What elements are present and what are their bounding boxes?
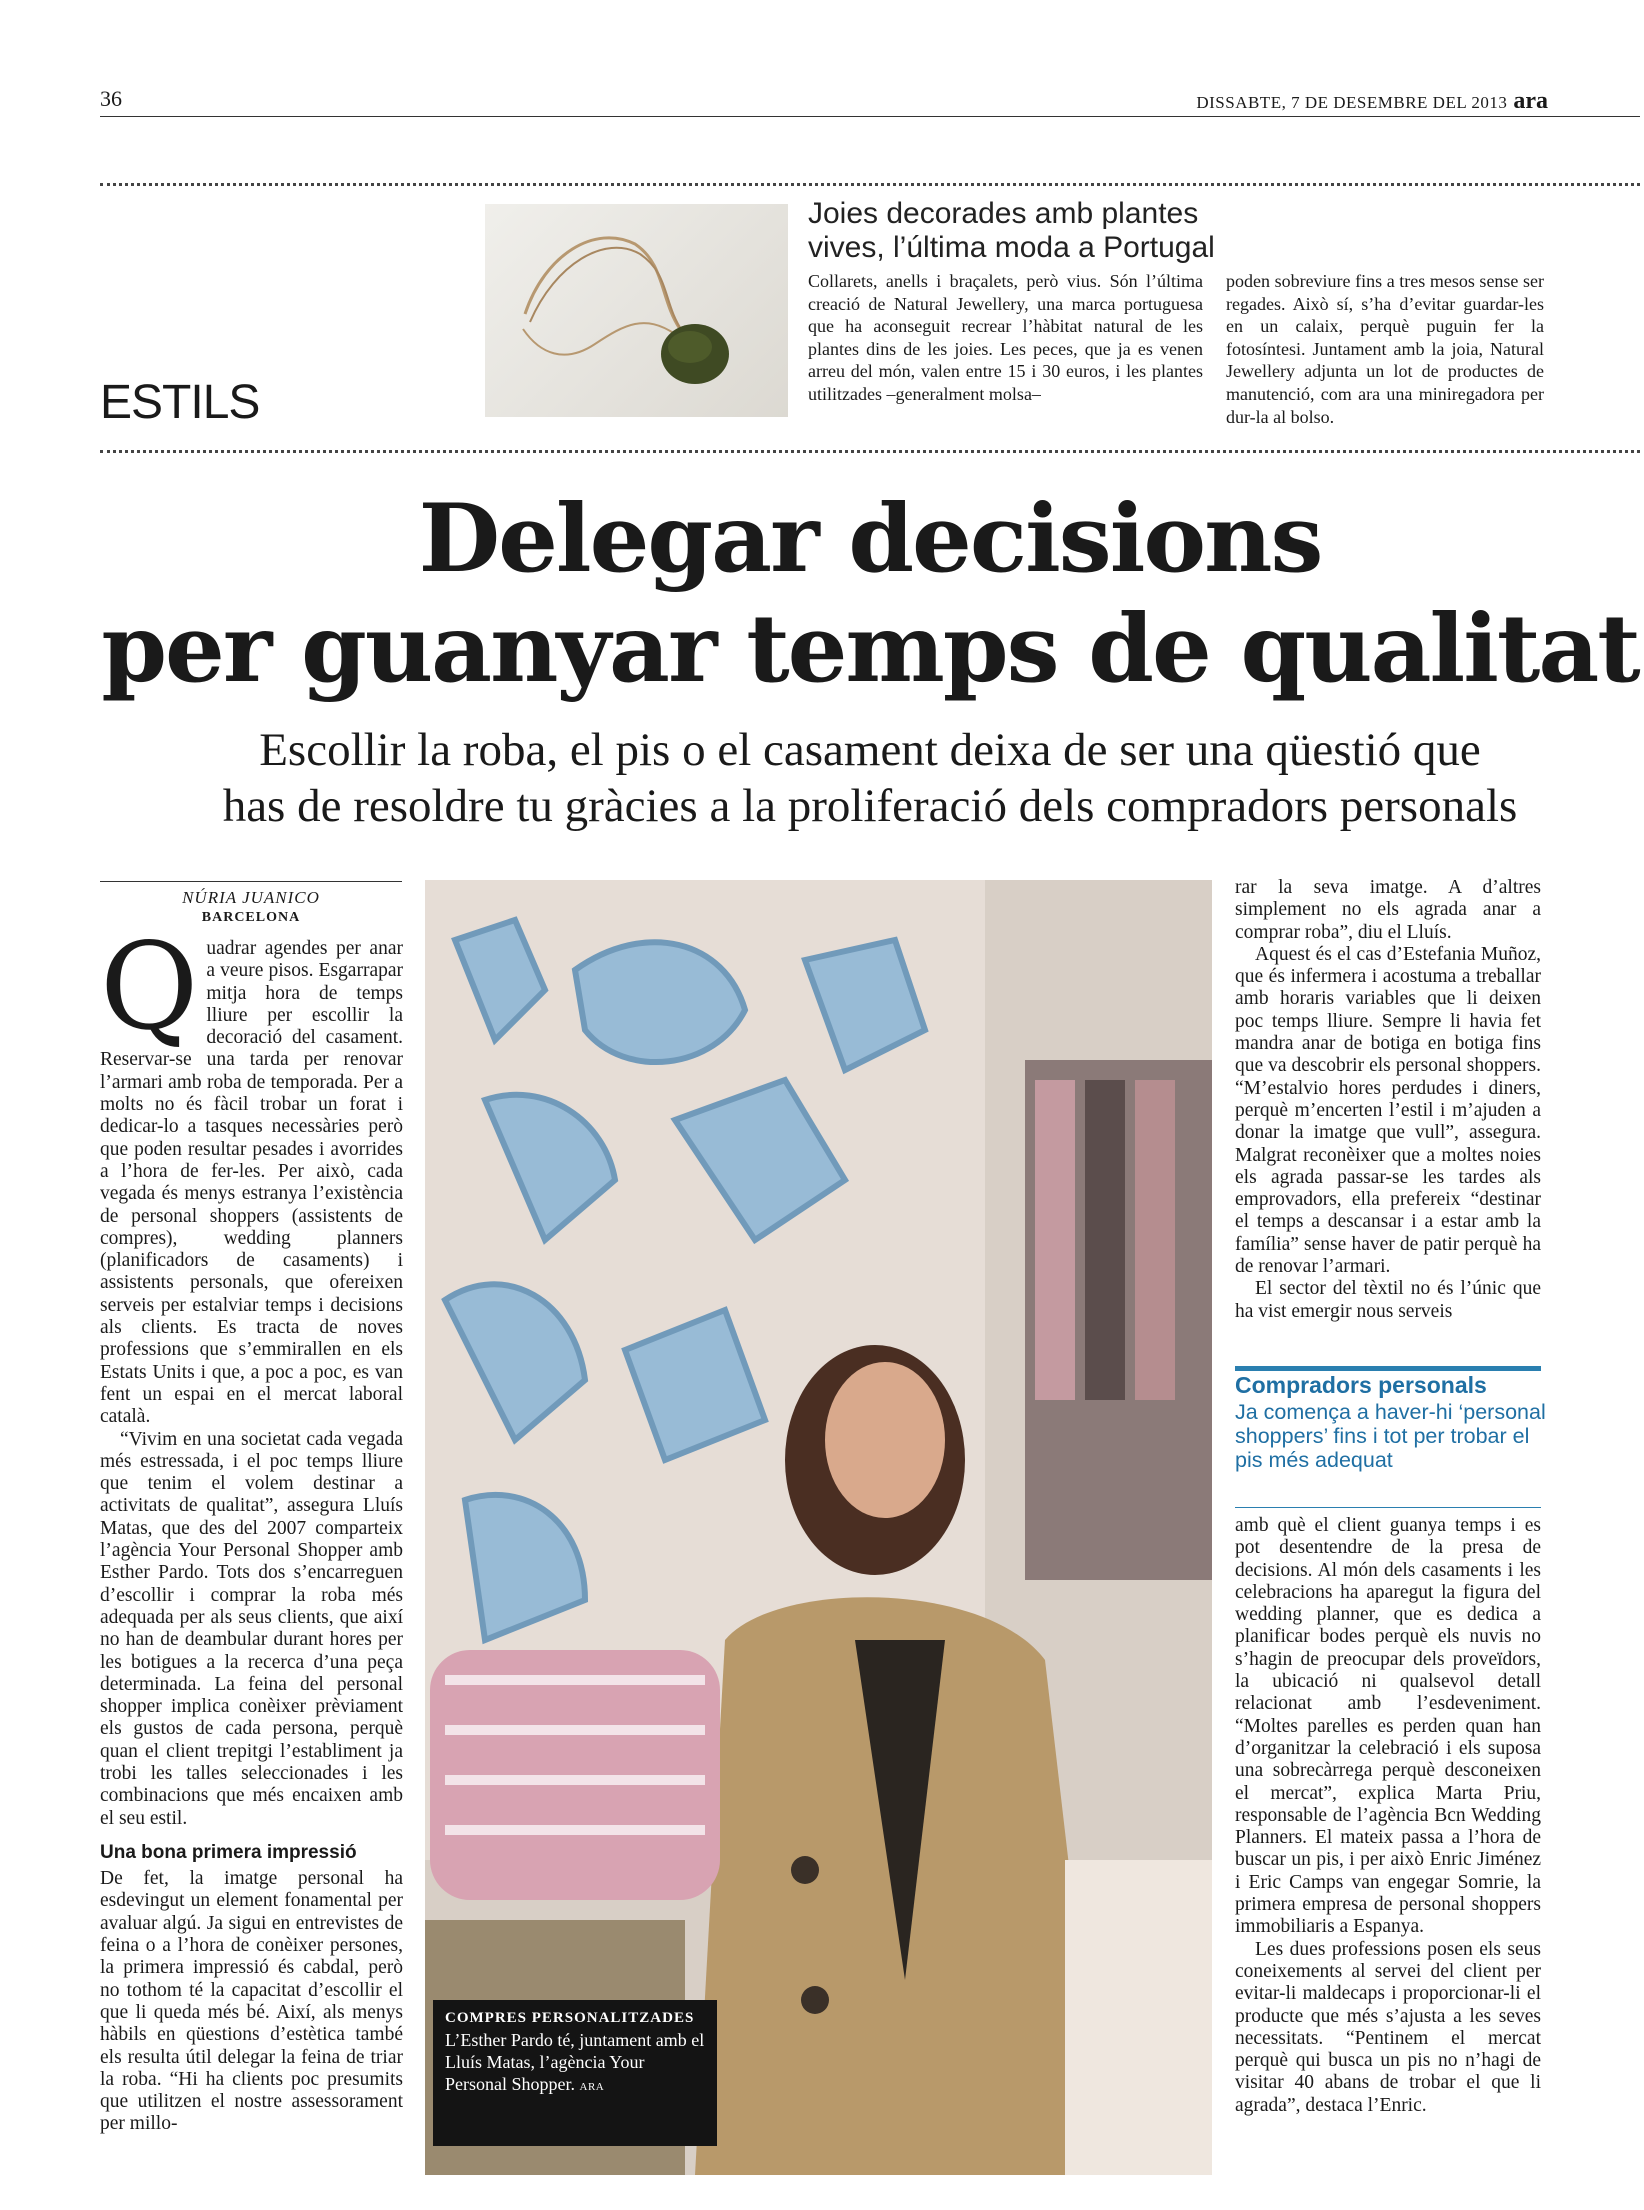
section-subheading: Una bona primera impressió [100, 1841, 357, 1863]
subheadline-line-2: has de resoldre tu gràcies a la proliferació dels compradors personals [222, 780, 1518, 832]
article-column-3-bottom [1235, 1515, 1541, 2117]
paragraph: Les dues professions posen els seus coneixements al servei del client per evitar-li maldecaps i proporcionar-li el producte que més s’ajusta a les seves necessitats. “Pentinem el mercat perquè qui busca un pis no n’hagi de visitar 40 abans de trobar el que li agrada”, destaca l’Enric. [1235, 1938, 1541, 2116]
section-label: ESTILS [100, 376, 260, 429]
headline [100, 484, 1640, 704]
headline-line-1: Delegar decisions [418, 484, 1322, 594]
subheadline [100, 722, 1640, 834]
necklace-illustration [485, 204, 788, 417]
sidebar-title: Compradors personals [1235, 1372, 1487, 1398]
paragraph: De fet, la imatge personal ha esdevingut un element fonamental per avaluar algú. Ja sigui en entrevistes de feina o a l’hora de conèixer persones, la primera impressió és cabdal, però no tothom té la capacitat d’escollir el que li queda més bé. Així, als menys hàbils en qüestions d’estètica també els resulta útil delegar la feina de triar la roba. “Hi ha clients poc presumits que utilitzen el nostre assessorament per millo- [100, 1868, 403, 2135]
article-photo [425, 880, 1212, 2175]
dotted-divider-middle [100, 450, 1640, 453]
author-name: NÚRIA JUANICO [182, 888, 320, 907]
article-column-3-top [1235, 877, 1541, 1323]
issue-date: DISSABTE, 7 DE DESEMBRE DEL 2013 [1196, 93, 1508, 112]
shopper-photo-illustration [425, 880, 1212, 2175]
brief-column-2: poden sobreviure fins a tres mesos sense ser regades. Això sí, s’ha d’evitar guardar-les en un calaix, perquè puguin fer la fotosíntesi. Juntament amb la joia, Natural Jewellery adjunta un lot de productes de manutenció, com ara una miniregadora per dur-la al bolso. [1226, 271, 1544, 427]
brief-title: Joies decorades amb plantes vives, l’última moda a Portugal [808, 197, 1215, 264]
sidebar-top-rule [1235, 1366, 1541, 1371]
paragraph: amb què el client guanya temps i es pot desentendre de la presa de decisions. Al món dels casaments i les celebracions ha aparegut la figura del wedding planner, que es dedica a planificar bodes perquè els nuvis no s’hagin de preocupar dels proveïdors, la ubicació ni qualsevol detall relacionat amb l’esdeveniment. “Moltes parelles es perden quan han d’organitzar la celebració i els suposa una sobrecàrrega perquè desconeixen el mercat”, explica Marta Priu, responsable de l’agència Bcn Wedding Planners. El mateix passa a l’hora de buscar un pis, i per això Enric Jiménez i Eric Camps van engegar Somrie, la primera empresa de personal shoppers immobiliaris a Espanya. [1235, 1515, 1541, 1938]
sidebar-text: Ja comença a haver-hi ‘personal shoppers’ fins i tot per trobar el pis més adequat [1235, 1400, 1546, 1472]
photo-caption [433, 2000, 717, 2146]
header-rule [100, 116, 1640, 117]
paragraph: rar la seva imatge. A d’altres simplement no els agrada anar a comprar roba”, diu el Lluís. [1235, 877, 1541, 943]
sidebar-bottom-rule [1235, 1507, 1541, 1508]
paragraph: El sector del tèxtil no és l’únic que ha vist emergir nous serveis [1235, 1278, 1541, 1322]
subheadline-line-1: Escollir la roba, el pis o el casament deixa de ser una qüestió que [259, 724, 1481, 776]
paragraph: Aquest és el cas d’Estefania Muñoz, que és infermera i acostuma a treballar amb horaris variables que li deixen poc temps lliure. Sempre li havia fet mandra anar de botiga en botiga fins que va descobrir els personal shoppers. “M’estalvio hores perdudes i diners, perquè m’encerten l’estil i m’ajuden a donar la imatge que vull”, assegura. Malgrat reconèixer que a moltes noies els agrada passar-se les tardes als emprovadors, ella prefereix “destinar el temps a descansar i a estar amb la família” sense haver de patir perquè ha de renovar l’armari. [1235, 943, 1541, 1278]
photo-credit: ARA [579, 2081, 605, 2093]
paragraph: “Vivim en una societat cada vegada més estressada, i el poc temps lliure que tenim el volem destinar a activitats de qualitat”, assegura Lluís Matas, que des del 2007 comparteix l’agència Your Personal Shopper amb Esther Pardo. Tots dos s’encarreguen d’escollir i comprar la roba més adequada per als seus clients, que així no han de deambular durant hores per les botigues a la recerca d’una peça determinada. La feina del personal shopper implica conèixer prèviament els gustos de cada persona, perquè quan el client trepitgi l’establiment ja trobi les talles seleccionades i les combinacions que més encaixen amb el seu estil. [100, 1428, 403, 1829]
drop-cap: Q [100, 918, 199, 1057]
brand-logo: ara [1513, 88, 1548, 114]
page-number: 36 [100, 86, 122, 111]
jewellery-photo [485, 204, 788, 417]
author-location: BARCELONA [201, 910, 301, 925]
caption-title: COMPRES PERSONALITZADES [445, 2010, 695, 2026]
article-column-1 [100, 918, 403, 2136]
dotted-divider-top [100, 183, 1640, 186]
dateline [1196, 88, 1548, 115]
caption-text: L’Esther Pardo té, juntament amb el Lluís Matas, l’agència Your Personal Shopper. ARA [445, 2030, 705, 2094]
brief-column-1: Collarets, anells i braçalets, però vius. Són l’última creació de Natural Jewellery, una marca portuguesa que ha aconseguit recrear l’hàbitat natural de les plantes dins de les joies. Les peces, que ja es venen arreu del món, valen entre 15 i 30 euros, i les plantes utilitzades –generalment molsa– [808, 271, 1203, 404]
lead-paragraph: Quadrar agendes per anar a veure pisos. Esgarrapar mitja hora de temps lliure per escollir la decoració del casament. Reservar-se una tarda per renovar l’armari amb roba de temporada. Per a molts no és fàcil trobar un forat i dedicar-lo a tasques necessàries però que poden resultar pesades i avorrides a l’hora de fer-les. Per això, cada vegada és menys estranya l’existència de personal shoppers (assistents de compres), wedding planners (planificadors de casaments) i assistents personals, que ofereixen serveis per estalviar temps i decisions als clients. Es tracta de noves professions que s’emmirallen en els Estats Units i que, a poc a poc, es van fent un espai en el mercat laboral català. [100, 918, 403, 1428]
byline-rule [100, 881, 402, 882]
headline-line-2: per guanyar temps de qualitat [101, 594, 1639, 704]
